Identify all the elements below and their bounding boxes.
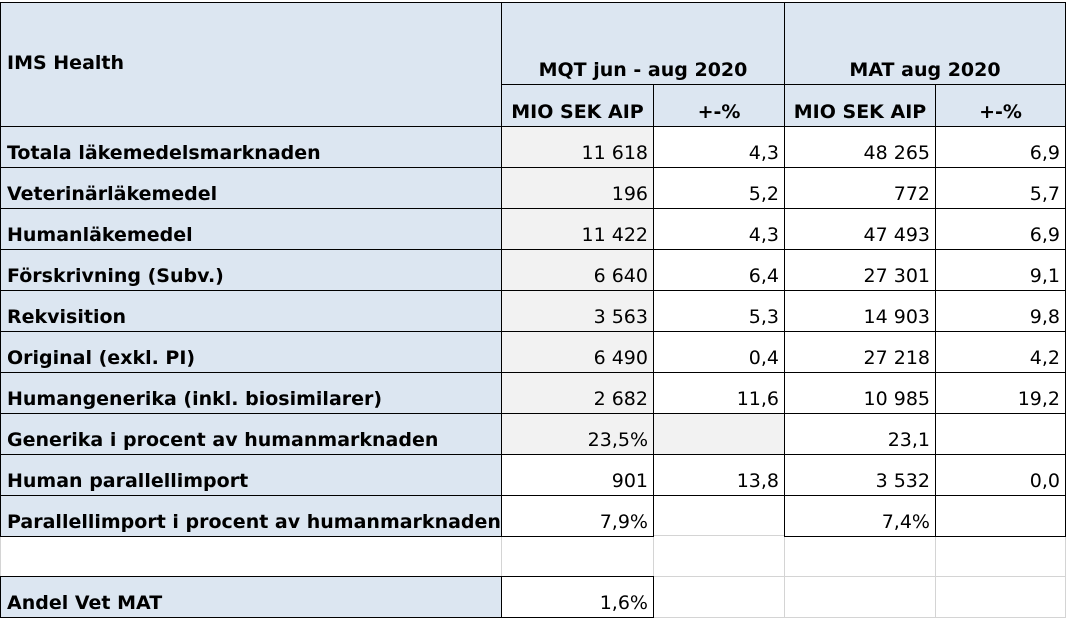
row-label: Parallellimport i procent av humanmarknaden — [7, 511, 501, 533]
empty-cell[interactable] — [501, 535, 654, 577]
mat-change: 0,0 — [1029, 470, 1060, 492]
col-mat-change-header[interactable] — [935, 84, 1066, 127]
period-mat-header[interactable] — [784, 2, 1066, 85]
mqt-value-cell[interactable] — [501, 454, 654, 496]
mqt-value-cell[interactable] — [501, 126, 654, 168]
mat-value: 7,4% — [881, 511, 930, 533]
row-label: Totala läkemedelsmarknaden — [7, 142, 321, 164]
mqt-value: 7,9% — [599, 511, 648, 533]
footer-label: Andel Vet MAT — [7, 592, 163, 614]
mat-change-cell[interactable] — [935, 454, 1066, 496]
mat-change: 9,8 — [1029, 306, 1060, 328]
col-mqt-change-label: +-% — [697, 101, 741, 123]
mqt-change-cell[interactable] — [653, 454, 785, 496]
mat-change: 9,1 — [1029, 265, 1060, 287]
mqt-change: 5,2 — [748, 183, 779, 205]
mqt-change: 4,3 — [748, 142, 779, 164]
empty-cell[interactable] — [0, 535, 502, 577]
mat-value-cell[interactable] — [784, 290, 936, 332]
footer-value-cell[interactable] — [501, 576, 654, 618]
mat-change: 5,7 — [1029, 183, 1060, 205]
mqt-change: 5,3 — [748, 306, 779, 328]
mqt-value-cell[interactable] — [501, 331, 654, 373]
mat-value-cell[interactable] — [784, 495, 936, 537]
mqt-change: 13,8 — [736, 470, 779, 492]
mat-value: 23,1 — [887, 429, 930, 451]
row-label-cell[interactable] — [0, 208, 502, 250]
mat-change-cell[interactable] — [935, 167, 1066, 209]
mqt-value: 23,5% — [587, 429, 648, 451]
mqt-value: 11 422 — [581, 224, 648, 246]
row-label-cell[interactable] — [0, 454, 502, 496]
row-label: Rekvisition — [7, 306, 127, 328]
mat-change: 4,2 — [1029, 347, 1060, 369]
mqt-value: 6 490 — [593, 347, 648, 369]
mqt-change: 11,6 — [736, 388, 779, 410]
mqt-value-cell[interactable] — [501, 208, 654, 250]
mat-value-cell[interactable] — [784, 372, 936, 414]
mat-change-cell[interactable] — [935, 208, 1066, 250]
mqt-value: 11 618 — [581, 142, 648, 164]
mat-value-cell[interactable] — [784, 249, 936, 291]
mqt-value-cell[interactable] — [501, 372, 654, 414]
mat-value-cell[interactable] — [784, 413, 936, 455]
col-mqt-change-header[interactable] — [653, 84, 785, 127]
mat-value-cell[interactable] — [784, 208, 936, 250]
mat-value: 47 493 — [863, 224, 930, 246]
mqt-value-cell[interactable] — [501, 249, 654, 291]
row-label-cell[interactable] — [0, 372, 502, 414]
row-label-cell[interactable] — [0, 249, 502, 291]
empty-cell[interactable] — [653, 576, 785, 618]
source-label: IMS Health — [7, 51, 125, 74]
mqt-value: 196 — [611, 183, 648, 205]
mqt-change: 0,4 — [748, 347, 779, 369]
mat-change-cell[interactable] — [935, 290, 1066, 332]
mat-change-cell[interactable] — [935, 372, 1066, 414]
col-mat-change-label: +-% — [979, 101, 1022, 123]
mat-value-cell[interactable] — [784, 167, 936, 209]
mqt-change-cell[interactable] — [653, 208, 785, 250]
mqt-change: 6,4 — [748, 265, 779, 287]
col-mat-value-label: MIO SEK AIP — [793, 101, 927, 123]
mqt-value-cell[interactable] — [501, 413, 654, 455]
mqt-change: 4,3 — [748, 224, 779, 246]
row-label: Humangenerika (inkl. biosimilarer) — [7, 388, 383, 410]
col-mqt-value-header[interactable] — [501, 84, 654, 127]
mat-value: 772 — [893, 183, 930, 205]
mat-change: 19,2 — [1017, 388, 1060, 410]
mqt-value: 6 640 — [593, 265, 648, 287]
period-mqt-header[interactable] — [501, 2, 785, 85]
mqt-change-cell[interactable] — [653, 413, 785, 455]
col-mat-value-header[interactable] — [784, 84, 936, 127]
empty-cell[interactable] — [784, 576, 936, 618]
source-label-cell[interactable] — [0, 2, 502, 127]
row-label: Humanläkemedel — [7, 224, 193, 246]
row-label-cell[interactable] — [0, 413, 502, 455]
period-mat-label: MAT aug 2020 — [849, 59, 1001, 81]
mqt-value-cell[interactable] — [501, 167, 654, 209]
empty-cell[interactable] — [935, 576, 1066, 618]
empty-cell[interactable] — [935, 535, 1066, 577]
mqt-value-cell[interactable] — [501, 290, 654, 332]
row-label: Human parallellimport — [7, 470, 249, 492]
mqt-change-cell[interactable] — [653, 167, 785, 209]
mqt-value: 3 563 — [593, 306, 648, 328]
mat-change-cell[interactable] — [935, 331, 1066, 373]
mat-value: 27 301 — [863, 265, 930, 287]
mat-change: 6,9 — [1029, 142, 1060, 164]
col-mqt-value-label: MIO SEK AIP — [511, 101, 644, 123]
mqt-change-cell[interactable] — [653, 290, 785, 332]
row-label-cell[interactable] — [0, 126, 502, 168]
row-label-cell[interactable] — [0, 167, 502, 209]
mat-value: 48 265 — [863, 142, 930, 164]
mat-value-cell[interactable] — [784, 126, 936, 168]
mat-change-cell[interactable] — [935, 413, 1066, 455]
row-label: Förskrivning (Subv.) — [7, 265, 224, 287]
mqt-change-cell[interactable] — [653, 249, 785, 291]
mqt-change-cell[interactable] — [653, 372, 785, 414]
period-mqt-label: MQT jun - aug 2020 — [538, 59, 748, 81]
footer-value: 1,6% — [599, 592, 648, 614]
mat-change: 6,9 — [1029, 224, 1060, 246]
mat-change-cell[interactable] — [935, 249, 1066, 291]
mat-value-cell[interactable] — [784, 454, 936, 496]
mat-value-cell[interactable] — [784, 331, 936, 373]
mqt-change-cell[interactable] — [653, 331, 785, 373]
mqt-value: 2 682 — [593, 388, 648, 410]
mat-value: 14 903 — [863, 306, 930, 328]
empty-cell[interactable] — [784, 535, 936, 577]
row-label: Generika i procent av humanmarknaden — [7, 429, 439, 451]
mqt-value: 901 — [611, 470, 648, 492]
empty-cell[interactable] — [653, 535, 785, 577]
row-label: Original (exkl. PI) — [7, 347, 196, 369]
mat-change-cell[interactable] — [935, 495, 1066, 537]
mat-value: 3 532 — [875, 470, 930, 492]
mat-value: 10 985 — [863, 388, 930, 410]
mqt-change-cell[interactable] — [653, 126, 785, 168]
row-label-cell[interactable] — [0, 331, 502, 373]
mat-change-cell[interactable] — [935, 126, 1066, 168]
row-label-cell[interactable] — [0, 495, 502, 537]
mqt-value-cell[interactable] — [501, 495, 654, 537]
row-label: Veterinärläkemedel — [7, 183, 218, 205]
row-label-cell[interactable] — [0, 290, 502, 332]
mat-value: 27 218 — [863, 347, 930, 369]
footer-label-cell[interactable] — [0, 576, 502, 618]
